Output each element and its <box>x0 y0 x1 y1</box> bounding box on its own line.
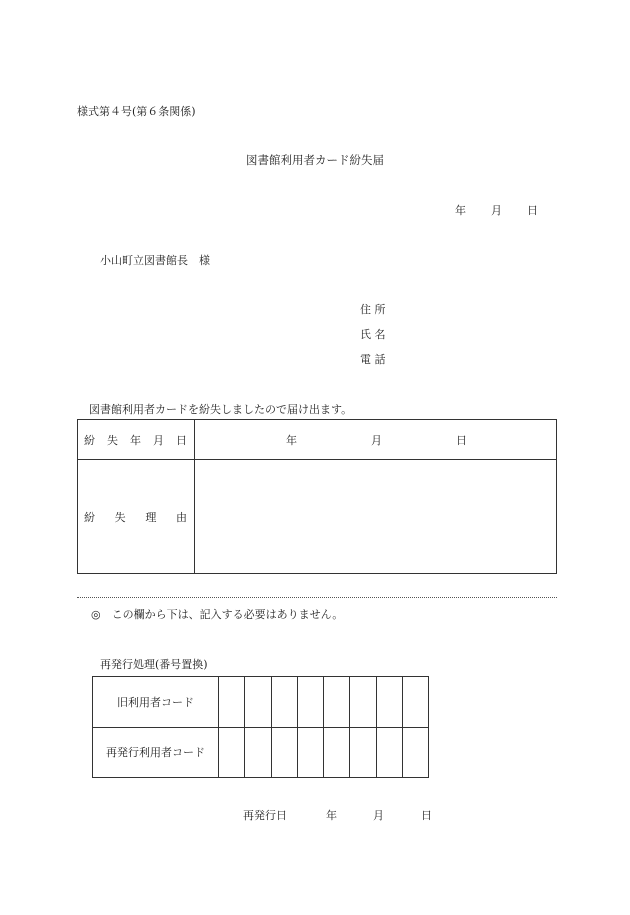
phone-label: 電 話 <box>360 353 386 366</box>
reissue-date-label: 再発行日 <box>243 809 287 822</box>
loss-reason-label-char: 由 <box>175 510 187 524</box>
old-code-label: 旧利用者コード <box>93 677 219 728</box>
document-title: 図書館利用者カード紛失届 <box>246 153 384 167</box>
new-code-digit-box[interactable] <box>402 727 428 778</box>
submission-year-unit: 年 <box>455 204 466 217</box>
old-code-digit-box[interactable] <box>324 677 350 728</box>
old-code-digit-box[interactable] <box>297 677 323 728</box>
loss-reason-label <box>78 460 195 574</box>
reissue-day-unit: 日 <box>421 809 432 822</box>
form-number: 様式第４号(第６条関係) <box>77 105 196 118</box>
loss-date-label <box>78 420 195 460</box>
new-code-label: 再発行利用者コード <box>93 727 219 778</box>
old-code-digit-box[interactable] <box>245 677 271 728</box>
old-code-digit-box[interactable] <box>376 677 402 728</box>
loss-year-unit: 年 <box>286 434 297 447</box>
submission-month-unit: 月 <box>491 204 502 217</box>
loss-reason-label-char: 理 <box>145 510 157 524</box>
loss-table <box>77 419 557 574</box>
loss-date-label-char: 月 <box>153 433 164 447</box>
loss-date-field[interactable] <box>195 420 557 460</box>
loss-date-label-char: 紛 <box>84 433 95 447</box>
new-code-digit-box[interactable] <box>271 727 297 778</box>
name-label: 氏 名 <box>360 328 386 341</box>
old-code-digit-box[interactable] <box>219 677 245 728</box>
cut-line <box>77 597 557 598</box>
new-code-digit-box[interactable] <box>350 727 376 778</box>
reissue-month-unit: 月 <box>373 809 384 822</box>
new-code-digit-box[interactable] <box>297 727 323 778</box>
reissue-section-title: 再発行処理(番号置換) <box>100 658 208 671</box>
address-label: 住 所 <box>360 303 386 316</box>
loss-month-unit: 月 <box>371 434 382 447</box>
reissue-year-unit: 年 <box>326 809 337 822</box>
loss-reason-label-char: 失 <box>114 510 126 524</box>
addressee: 小山町立図書館長 様 <box>100 254 210 267</box>
old-code-digit-box[interactable] <box>271 677 297 728</box>
loss-date-label-char: 失 <box>107 433 118 447</box>
new-code-digit-box[interactable] <box>219 727 245 778</box>
new-code-digit-box[interactable] <box>324 727 350 778</box>
new-code-digit-box[interactable] <box>376 727 402 778</box>
loss-reason-label-char: 紛 <box>84 510 95 524</box>
reissue-code-table <box>92 676 429 778</box>
statement: 図書館利用者カードを紛失しましたので届け出ます。 <box>89 403 353 416</box>
loss-day-unit: 日 <box>456 434 467 447</box>
submission-day-unit: 日 <box>527 204 538 217</box>
loss-date-label-char: 年 <box>130 433 141 447</box>
new-code-digit-box[interactable] <box>245 727 271 778</box>
old-code-digit-box[interactable] <box>402 677 428 728</box>
old-code-digit-box[interactable] <box>350 677 376 728</box>
loss-date-label-char: 日 <box>176 433 187 447</box>
office-use-note: ◎ この欄から下は、記入する必要はありません。 <box>91 608 344 621</box>
loss-reason-field[interactable] <box>195 460 557 574</box>
